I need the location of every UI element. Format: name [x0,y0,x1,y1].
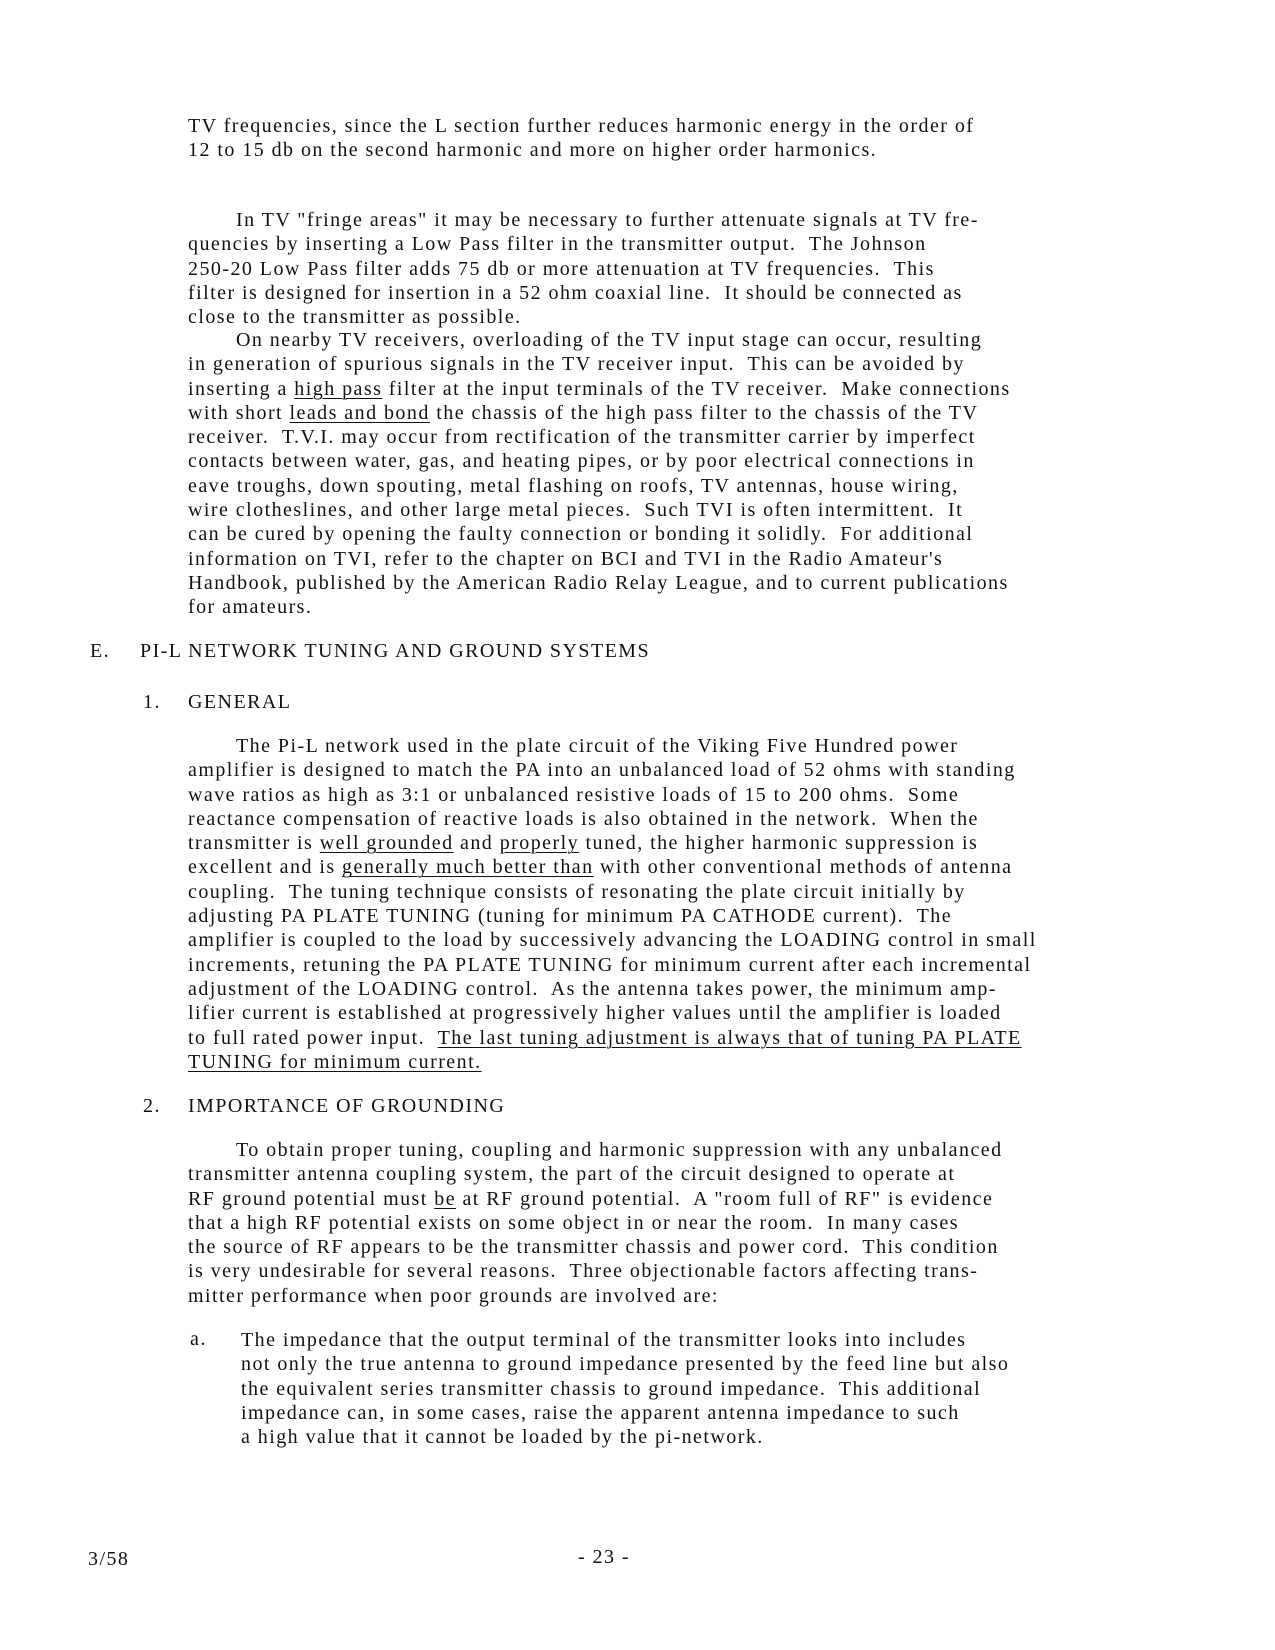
text-segment: at RF ground potential. A "room full of RF" is evidence [456,1187,994,1210]
paragraph-fringe-areas [188,208,979,329]
list-item-a-text [241,1328,1009,1449]
text-line [188,281,979,305]
text-segment: filter at the input terminals of the TV receiver. Make connections [382,377,1011,400]
text-line [241,1328,1009,1352]
text-line [188,474,1011,498]
text-segment: transmitter is [188,832,320,855]
text-line [188,352,1011,376]
text-segment: 250-20 Low Pass filter adds 75 db or more attenuation at TV frequencies. This [188,257,935,280]
text-segment: 12 to 15 db on the second harmonic and more on higher order harmonics. [188,139,878,162]
text-segment: In TV "fringe areas" it may be necessary to further attenuate signals at TV fre- [236,209,979,231]
subsection-1-title: GENERAL [188,691,292,713]
text-line [241,1352,1009,1376]
text-line [188,807,1037,831]
text-line [188,953,1037,977]
underlined-text: leads and bond [289,401,430,424]
text-line [188,783,1037,807]
text-line [188,1026,1037,1050]
paragraph-nearby-receivers [188,328,1011,620]
text-segment: that a high RF potential exists on some object in or near the room. In many cases [188,1211,959,1234]
text-segment: To obtain proper tuning, coupling and harmonic suppression with any unbalanced [236,1139,1003,1161]
text-segment: RF ground potential must [188,1187,435,1210]
text-line [188,1138,1003,1162]
paragraph-tv-frequencies [188,114,974,163]
underlined-text: high pass [294,377,383,400]
text-segment: inserting a [188,377,295,400]
text-line [188,547,1011,571]
text-segment: contacts between water, gas, and heating pipes, or by poor electrical connections in [188,450,975,473]
text-segment: adjusting PA PLATE TUNING (tuning for minimum PA CATHODE current). The [188,905,953,928]
text-segment: not only the true antenna to ground impedance presented by the feed line but also [241,1353,1010,1376]
text-segment: the equivalent series transmitter chassis to ground impedance. This additional [241,1377,982,1400]
text-line [188,595,1011,619]
text-line [188,377,1011,401]
text-segment: The Pi-L network used in the plate circuit of the Viking Five Hundred power [236,735,959,757]
paragraph-general [188,734,1037,1074]
text-line [188,257,979,281]
text-line [188,425,1011,449]
text-line [188,208,979,232]
page-number: - 23 - [578,1546,631,1568]
text-line [188,571,1011,595]
text-line [188,1162,1003,1186]
text-segment: Handbook, published by the American Radio Relay League, and to current publications [188,571,1009,594]
text-segment: the chassis of the high pass filter to the chassis of the TV [429,401,979,424]
text-segment: eave troughs, down spouting, metal flashing on roofs, TV antennas, house wiring, [188,474,959,497]
subsection-1-number: 1. [143,691,161,713]
text-line [241,1377,1009,1401]
text-segment: and [453,832,500,855]
text-segment: increments, retuning the PA PLATE TUNING for minimum current after each incremental [188,953,1032,976]
text-segment: for amateurs. [188,596,313,619]
text-segment: filter is designed for insertion in a 52 ohm coaxial line. It should be connected as [188,281,963,304]
text-line [188,328,1011,352]
text-segment: tuned, the higher harmonic suppression is [579,832,979,855]
text-line [188,449,1011,473]
text-line [188,1259,1003,1283]
text-segment: with short [188,401,290,424]
underlined-text: properly [499,832,580,855]
text-line [188,114,974,138]
text-line [188,1187,1003,1211]
text-segment: mitter performance when poor grounds are involved are: [188,1284,719,1307]
text-line [188,928,1037,952]
text-segment: excellent and is [188,856,343,879]
text-line [188,1050,1037,1074]
underlined-text: The last tuning adjustment is always that of tuning PA PLATE [437,1026,1022,1049]
text-segment: wave ratios as high as 3:1 or unbalanced resistive loads of 15 to 200 ohms. Some [188,783,960,806]
text-segment: The impedance that the output terminal of the transmitter looks into includes [241,1329,967,1351]
text-line [188,1211,1003,1235]
text-segment: adjustment of the LOADING control. As the antenna takes power, the minimum amp- [188,977,997,1000]
list-item-a-label: a. [190,1328,207,1350]
text-segment: On nearby TV receivers, overloading of the TV input stage can occur, resulting [236,329,983,351]
section-letter: E. [90,640,111,662]
text-segment: amplifier is coupled to the load by successively advancing the LOADING control in small [188,929,1037,952]
paragraph-grounding [188,1138,1003,1308]
text-line [188,1001,1037,1025]
text-line [188,1284,1003,1308]
text-line [188,734,1037,758]
text-segment: lifier current is established at progressively higher values until the amplifier is loaded [188,1002,1002,1025]
text-line [188,498,1011,522]
text-segment: reactance compensation of reactive loads is also obtained in the network. When the [188,807,979,830]
subsection-2-number: 2. [143,1095,161,1117]
text-line [188,977,1037,1001]
subsection-2-title: IMPORTANCE OF GROUNDING [188,1095,506,1117]
underlined-text: generally much better than [342,856,594,879]
text-line [188,1235,1003,1259]
text-segment: amplifier is designed to match the PA into an unbalanced load of 52 ohms with standing [188,759,1016,782]
text-segment: impedance can, in some cases, raise the apparent antenna impedance to such [241,1401,960,1424]
text-segment: a high value that it cannot be loaded by the pi-network. [241,1426,764,1449]
text-segment: with other conventional methods of antenna [593,856,1013,879]
text-segment: coupling. The tuning technique consists of resonating the plate circuit initially by [188,880,966,903]
text-line [241,1425,1009,1449]
text-segment: to full rated power input. [188,1026,438,1049]
text-segment: is very undesirable for several reasons. Three objectionable factors affecting trans- [188,1260,979,1283]
text-line [188,855,1037,879]
section-title: PI-L NETWORK TUNING AND GROUND SYSTEMS [140,640,651,662]
text-line [188,758,1037,782]
text-line [188,522,1011,546]
text-line [188,138,974,162]
text-segment: transmitter antenna coupling system, the part of the circuit designed to operate at [188,1163,956,1186]
text-line [188,401,1011,425]
text-segment: the source of RF appears to be the transmitter chassis and power cord. This condition [188,1236,999,1259]
text-line [188,831,1037,855]
footer-date: 3/58 [88,1548,130,1570]
text-segment: wire clotheslines, and other large metal pieces. Such TVI is often intermittent. It [188,499,964,522]
text-segment: information on TVI, refer to the chapter on BCI and TVI in the Radio Amateur's [188,547,944,570]
text-line [188,305,979,329]
text-segment: receiver. T.V.I. may occur from rectification of the transmitter carrier by imperfect [188,426,976,449]
text-segment: TV frequencies, since the L section further reduces harmonic energy in the order of [188,115,975,137]
text-segment: in generation of spurious signals in the TV receiver input. This can be avoided by [188,353,965,376]
underlined-text: well grounded [319,832,454,855]
text-line [241,1401,1009,1425]
underlined-text: TUNING for minimum current. [188,1050,482,1073]
underlined-text: be [434,1187,457,1210]
text-line [188,880,1037,904]
text-segment: close to the transmitter as possible. [188,306,522,329]
text-line [188,232,979,256]
text-segment: quencies by inserting a Low Pass filter in the transmitter output. The Johnson [188,233,927,256]
text-segment: can be cured by opening the faulty connection or bonding it solidly. For additional [188,523,974,546]
text-line [188,904,1037,928]
